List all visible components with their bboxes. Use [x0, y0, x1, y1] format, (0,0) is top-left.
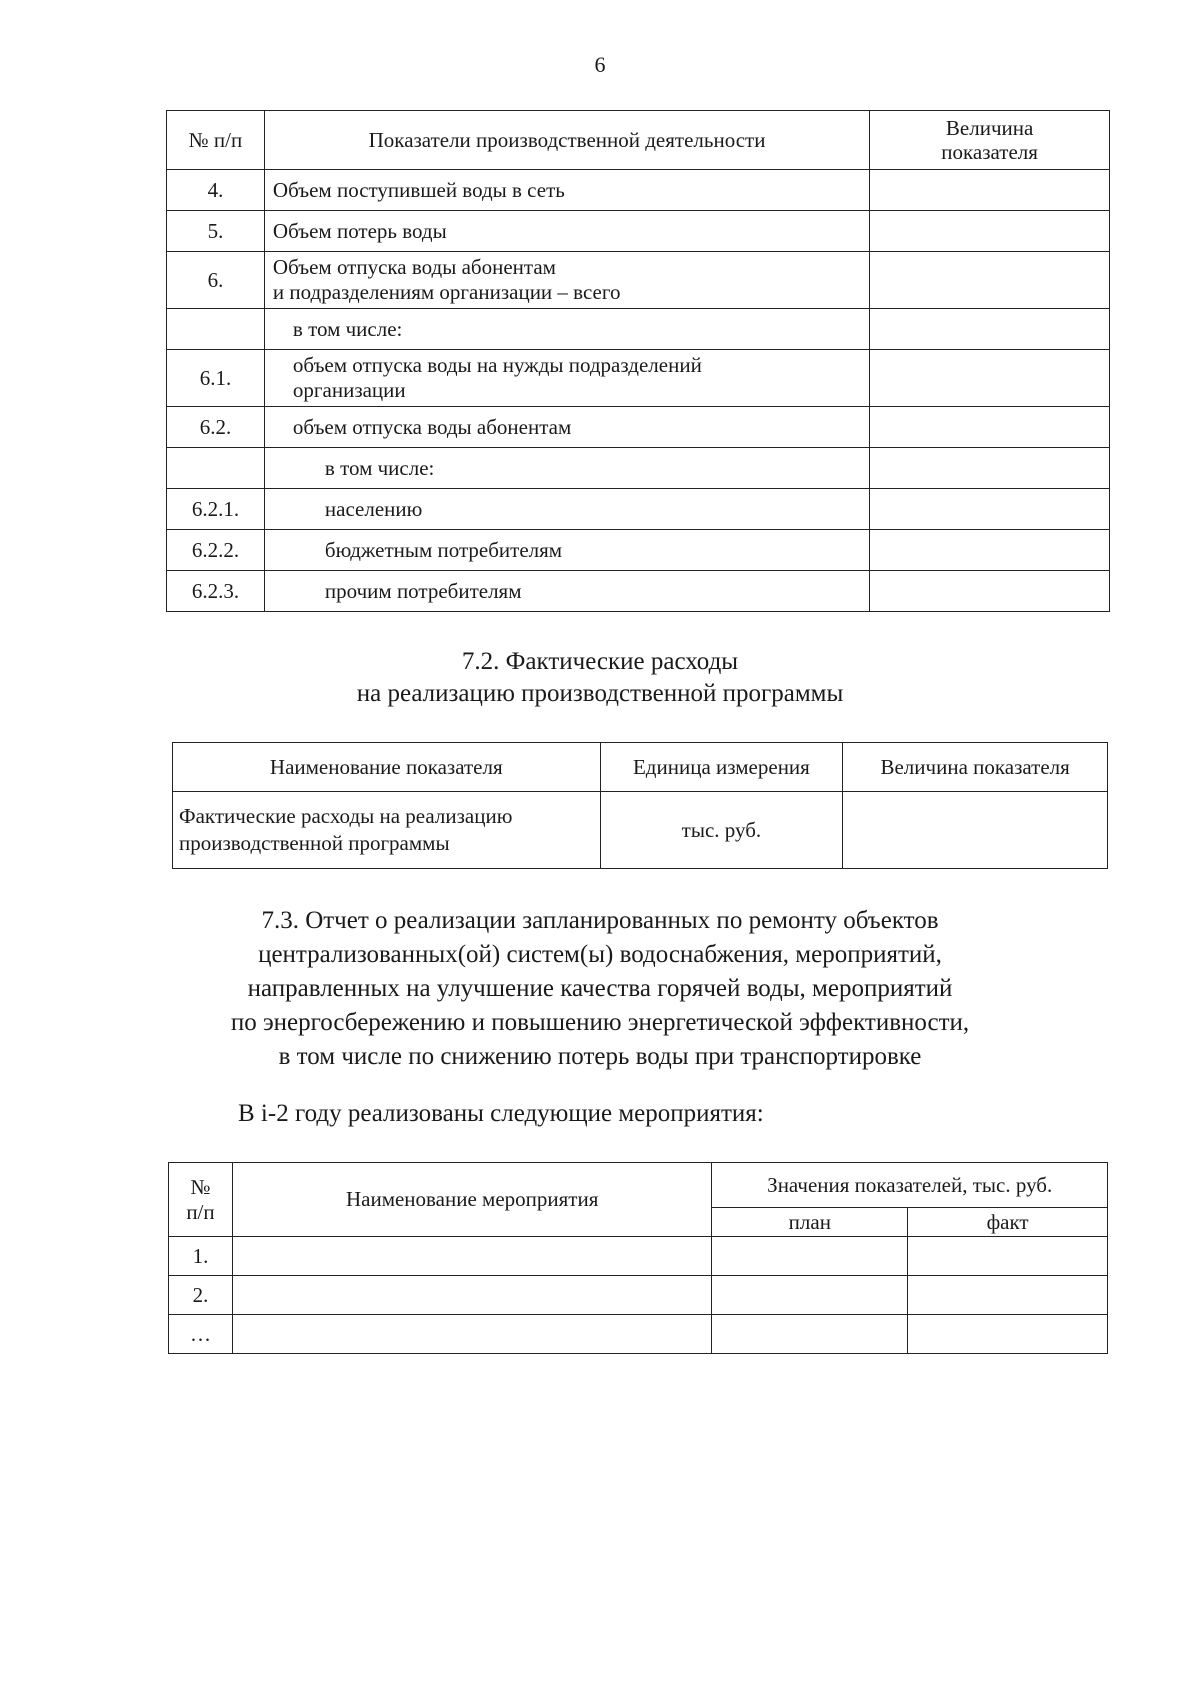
table-row: [167, 489, 1110, 530]
row-fact: [908, 1315, 1108, 1354]
table-header-row: [167, 111, 1110, 170]
row-name: [232, 1237, 711, 1276]
table-row: [167, 170, 1110, 211]
row-num: [167, 448, 265, 489]
row-num: 4.: [167, 170, 265, 211]
row-text-line2: организации: [292, 378, 406, 402]
section-7-3-line2: централизованных(ой) систем(ы) водоснабжения, мероприятий,: [258, 941, 942, 968]
table-row: [167, 350, 1110, 407]
table-row: [169, 1315, 1108, 1354]
header-value-line2: показателя: [941, 140, 1038, 164]
row-text-line1: объем отпуска воды на нужды подразделений: [292, 353, 702, 377]
row-plan: [712, 1237, 908, 1276]
row-name: [232, 1276, 711, 1315]
row-text-line1: Объем отпуска воды абонентам: [272, 255, 556, 279]
row-value: [870, 571, 1110, 612]
row-value: [870, 350, 1110, 407]
row-num: 6.: [167, 252, 265, 309]
header-value: Величина показателя: [843, 743, 1108, 792]
measures-table: [168, 1162, 1108, 1354]
row-num: 6.1.: [167, 350, 265, 407]
header-indicator: Показатели производственной деятельности: [264, 111, 869, 170]
intro-text: В i-2 году реализованы следующие мероприятия:: [238, 1100, 764, 1127]
row-name-line2: производственной программы: [179, 831, 450, 855]
page-number: 6: [594, 52, 606, 77]
section-7-2-line2: на реализацию производственной программы: [356, 680, 844, 707]
row-value: [870, 407, 1110, 448]
row-value: [870, 489, 1110, 530]
row-text: объем отпуска воды абонентам: [264, 407, 869, 448]
table-header-row: [169, 1163, 1108, 1208]
row-text: прочим потребителям: [264, 571, 869, 612]
row-value: [870, 448, 1110, 489]
section-7-3-line3: направленных на улучшение качества горячей воды, мероприятий: [247, 975, 953, 1002]
table-row: [167, 530, 1110, 571]
row-value: [870, 309, 1110, 350]
row-value: [843, 792, 1108, 869]
row-num: 6.2.3.: [167, 571, 265, 612]
header-value-line1: Величина: [945, 116, 1034, 140]
table-header-row: [173, 743, 1108, 792]
table-row: [167, 309, 1110, 350]
header-fact: факт: [908, 1208, 1108, 1237]
row-value: [870, 252, 1110, 309]
header-num: № п/п: [167, 111, 265, 170]
header-values: Значения показателей, тыс. руб.: [712, 1163, 1108, 1208]
row-text: Объем потерь воды: [264, 211, 869, 252]
row-text: населению: [264, 489, 869, 530]
header-value: [870, 111, 1110, 170]
row-text: бюджетным потребителям: [264, 530, 869, 571]
header-plan: план: [712, 1208, 908, 1237]
header-name: Наименование мероприятия: [232, 1163, 711, 1237]
row-text: [264, 350, 869, 407]
production-indicators-table: [166, 110, 1110, 612]
section-7-2-heading: [150, 646, 1050, 710]
row-text: в том числе:: [264, 448, 869, 489]
header-num-line1: №: [190, 1174, 211, 1199]
table-row: [173, 792, 1108, 869]
section-7-3-line4: по энергосбережению и повышению энергетической эффективности,: [230, 1009, 970, 1036]
row-num: 6.2.: [167, 407, 265, 448]
row-plan: [712, 1276, 908, 1315]
row-unit: тыс. руб.: [600, 792, 843, 869]
table-row: [167, 407, 1110, 448]
row-fact: [908, 1237, 1108, 1276]
row-name: [173, 792, 601, 869]
row-value: [870, 211, 1110, 252]
row-num: 6.2.1.: [167, 489, 265, 530]
row-num: 1.: [169, 1237, 233, 1276]
header-num: [169, 1163, 233, 1237]
row-num: …: [169, 1315, 233, 1354]
row-name-line1: Фактические расходы на реализацию: [179, 804, 513, 828]
table-row: [167, 252, 1110, 309]
table-row: [169, 1276, 1108, 1315]
section-7-2-line1: 7.2. Фактические расходы: [461, 648, 739, 675]
row-text: Объем поступившей воды в сеть: [264, 170, 869, 211]
section-7-3-line5: в том числе по снижению потерь воды при транспортировке: [278, 1043, 922, 1070]
table-row: [167, 448, 1110, 489]
table-row: [167, 211, 1110, 252]
row-num: [167, 309, 265, 350]
section-7-3-heading: [130, 904, 1070, 1074]
table-row: [169, 1237, 1108, 1276]
row-num: 5.: [167, 211, 265, 252]
row-text: в том числе:: [264, 309, 869, 350]
header-name: Наименование показателя: [173, 743, 601, 792]
row-num: 6.2.2.: [167, 530, 265, 571]
actual-expenses-table: [172, 742, 1108, 869]
table-row: [167, 571, 1110, 612]
row-value: [870, 530, 1110, 571]
header-unit: Единица измерения: [600, 743, 843, 792]
row-value: [870, 170, 1110, 211]
row-text: [264, 252, 869, 309]
row-text-line2: и подразделениям организации – всего: [272, 280, 621, 304]
row-num: 2.: [169, 1276, 233, 1315]
row-plan: [712, 1315, 908, 1354]
row-name: [232, 1315, 711, 1354]
section-7-3-line1: 7.3. Отчет о реализации запланированных по ремонту объектов: [261, 907, 939, 934]
row-fact: [908, 1276, 1108, 1315]
header-num-line2: п/п: [186, 1199, 215, 1224]
